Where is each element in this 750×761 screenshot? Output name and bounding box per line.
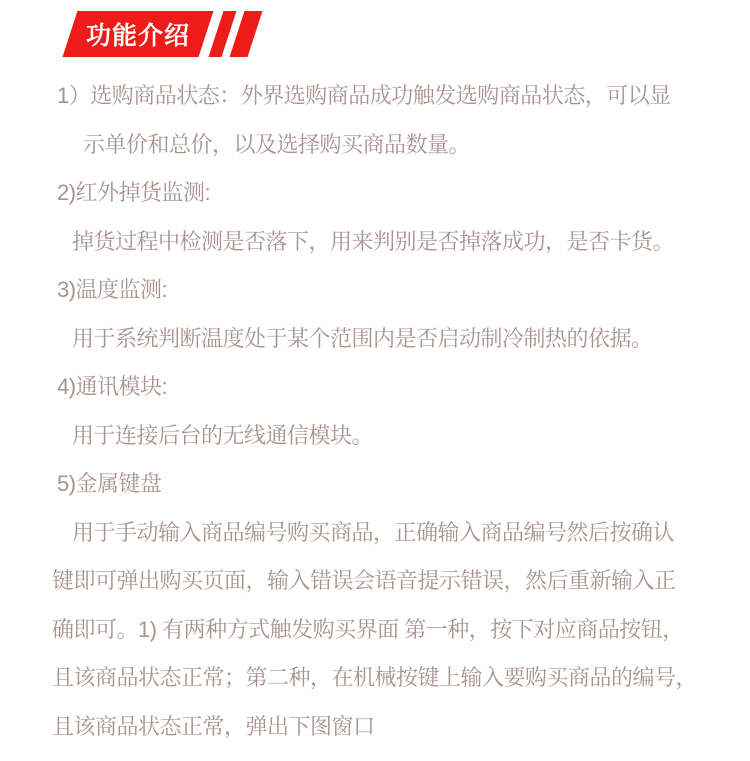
feature-line: 1）选购商品状态：外界选购商品成功触发选购商品状态，可以显 (57, 83, 671, 108)
feature-line: 4)通讯模块: (57, 374, 168, 399)
feature-line: 键即可弹出购买页面，输入错误会语音提示错误，然后重新输入正 (52, 568, 676, 593)
feature-line: 5)金属键盘 (57, 471, 162, 496)
feature-line: 且该商品状态正常；第二种，在机械按键上输入要购买商品的编号， (52, 665, 698, 690)
feature-line: 3)温度监测: (57, 277, 168, 302)
section-title: 功能介绍 (85, 22, 190, 50)
feature-description-list (0, 72, 750, 751)
feature-line: 用于连接后台的无线通信模块。 (72, 422, 374, 448)
section-header-banner (63, 11, 214, 57)
feature-line: 掉货过程中检测是否落下，用来判别是否掉落成功，是否卡货。 (72, 228, 675, 254)
feature-line: 用于系统判断温度处于某个范围内是否启动制冷制热的依据。 (72, 325, 653, 351)
feature-line: 示单价和总价，以及选择购买商品数量。 (83, 131, 471, 157)
feature-line: 用于手动输入商品编号购买商品，正确输入商品编号然后按确认 (72, 519, 675, 545)
feature-line: 确即可。1) 有两种方式触发购买界面 第一种，按下对应商品按钮， (52, 616, 684, 642)
section-header (70, 11, 750, 57)
feature-line: 且该商品状态正常，弹出下图窗口 (52, 713, 375, 739)
feature-line: 2)红外掉货监测: (57, 180, 211, 205)
banner-slash-icon (230, 11, 263, 57)
